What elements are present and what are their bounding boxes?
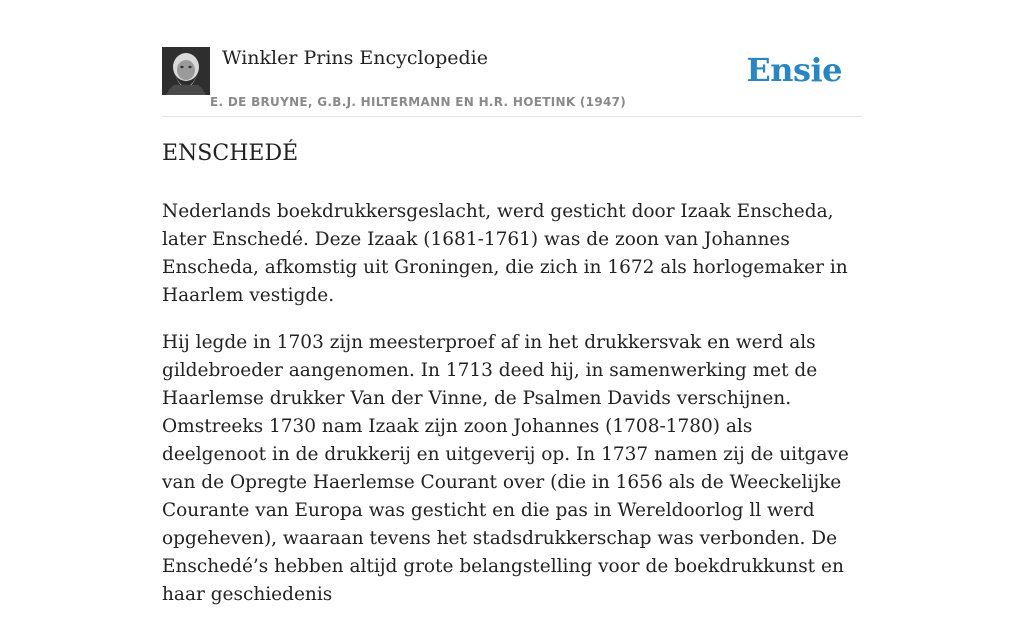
source-header [162, 40, 862, 117]
portrait-image [162, 47, 210, 95]
source-title[interactable]: Winkler Prins Encyclopedie [222, 47, 488, 69]
article [162, 136, 862, 628]
source-authors: E. DE BRUYNE, G.B.J. HILTERMANN EN H.R. HOETINK (1947) [210, 95, 627, 109]
article-title: ENSCHEDÉ [162, 141, 299, 166]
author-avatar[interactable] [162, 47, 210, 95]
article-paragraph: Nederlands boekdrukkersgeslacht, werd gesticht door Izaak Enscheda, later Enschedé. Deze Izaak (1681-1761) was de zoon van Johannes Enscheda, afkomstig uit Groningen, die zich in 1672 als horlogemaker in Haarlem vestigde. [162, 201, 848, 306]
ensie-logo[interactable]: Ensie [746, 51, 842, 89]
article-paragraph: Hij legde in 1703 zijn meesterproef af in het drukkersvak en werd als gildebroeder aangenomen. In 1713 deed hij, in samenwerking met de Haarlemse drukker Van der Vinne, de Psalmen Davids verschijnen. Omstreeks 1730 nam Izaak zijn zoon Johannes (1708-1780) als deelgenoot in de drukkerij en uitgeverij op. In 1737 namen zij de uitgave van de Opregte Haerlemse Courant over (die in 1656 als de Weeckelijke Courante van Europa was gesticht en die pas in Wereldoorlog ll werd opgeheven), waaraan tevens het stadsdrukkerschap was verbonden. De Enschedé’s hebben altijd grote belangstelling voor de boekdrukkunst en haar geschiedenis [162, 332, 849, 605]
